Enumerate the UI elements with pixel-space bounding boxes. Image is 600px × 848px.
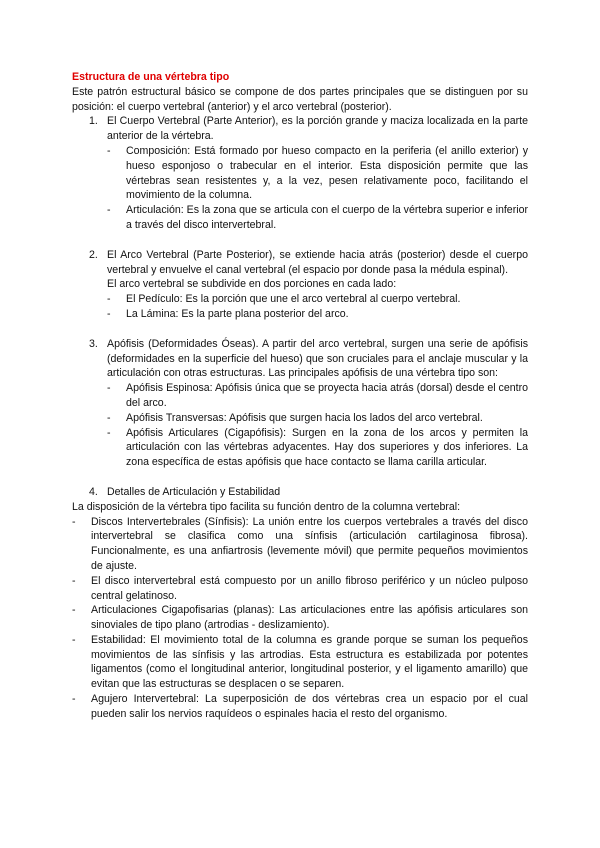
list-item-text: Composición: Está formado por hueso compacto en la periferia (el anillo exterior) y hueso esponjoso o trabecular en el interior. Esta disposición permite que las vértebras sean resistentes y, a la vez, pesen relativamente poco, facilitando el movimiento de la columna.	[126, 144, 528, 202]
sections-list	[72, 114, 528, 499]
section-note: El arco vertebral se subdivide en dos porciones en cada lado:	[107, 278, 397, 291]
section4-list	[72, 515, 528, 722]
list-item-text: Estabilidad: El movimiento total de la columna es grande porque se suman los pequeños movimientos de las sínfisis y las artrodias. Esta estructura es estabilizada por potentes ligamentos (como el longitudinal anterior, longitudinal posterior, y el ligamento amarillo) que evitan que las estructuras se desplacen o se separen.	[91, 633, 528, 691]
section-sublist	[107, 292, 528, 322]
intro-paragraph: Este patrón estructural básico se compone de dos partes principales que se distinguen por su posición: el cuerpo vertebral (anterior) y el arco vertebral (posterior).	[72, 85, 528, 113]
dash-bullet: -	[107, 382, 111, 395]
dash-bullet: -	[107, 411, 111, 424]
list-item	[107, 144, 528, 203]
list-item-text: Apófisis Espinosa: Apófisis única que se proyecta hacia atrás (dorsal) desde el centro del arco.	[126, 382, 528, 409]
section-number: 3.	[89, 337, 98, 350]
section-number: 1.	[89, 115, 98, 128]
section-item	[72, 114, 528, 247]
list-item-text: Agujero Intervertebral: La superposición de dos vértebras crea un espacio por el cual pueden salir los nervios raquídeos o espinales hacia el resto del organismo.	[91, 693, 528, 720]
section-text: Apófisis (Deformidades Óseas). A partir del arco vertebral, surgen una serie de apófisis (deformidades en la superficie del hueso) que son cruciales para el anclaje muscular y la articulación con otras estructuras. Las principales apófisis de una vértebra tipo son:	[107, 337, 528, 380]
list-item-text: Apófisis Articulares (Cigapófisis): Surgen en la zona de los arcos y permiten la articulación con las vértebras adyacentes. Hay dos superiores y dos inferiores. La zona específica de estas apófisis que hace contacto se llama carilla articular.	[126, 426, 528, 469]
list-item-text: Discos Intervertebrales (Sínfisis): La unión entre los cuerpos vertebrales a través del disco intervertebral se clasifica como una sínfisis (articulación cartilaginosa fibrosa). Funcionalmente, es una anfiartrosis (levemente móvil) que permite pequeños movimientos de ajuste.	[91, 515, 528, 572]
dash-bullet: -	[72, 574, 76, 587]
list-item	[72, 692, 528, 722]
list-item	[72, 633, 528, 692]
list-item	[107, 381, 528, 411]
section-heading: Detalles de Articulación y Estabilidad	[107, 485, 281, 498]
list-item	[72, 603, 528, 633]
dash-bullet: -	[107, 144, 111, 157]
list-item-text: El Pedículo: Es la porción que une el arco vertebral al cuerpo vertebral.	[126, 293, 461, 306]
dash-bullet: -	[107, 293, 111, 306]
list-item	[72, 574, 528, 604]
section-number: 4.	[89, 485, 98, 498]
list-item-text: Apófisis Transversas: Apófisis que surgen hacia los lados del arco vertebral.	[126, 411, 483, 424]
dash-bullet: -	[72, 515, 76, 528]
list-item	[107, 292, 528, 307]
list-item	[72, 515, 528, 574]
list-item-text: La Lámina: Es la parte plana posterior del arco.	[126, 307, 349, 320]
dash-bullet: -	[107, 307, 111, 320]
dash-bullet: -	[72, 633, 76, 646]
list-item-text: Articulación: Es la zona que se articula con el cuerpo de la vértebra superior e inferior a través del disco intervertebral.	[126, 204, 528, 231]
section-item	[72, 485, 528, 500]
dash-bullet: -	[107, 426, 111, 439]
dash-bullet: -	[72, 693, 76, 706]
list-item-text: Articulaciones Cigapofisarias (planas): Las articulaciones entre las apófisis articulares son sinoviales de tipo plano (artrodias - deslizamiento).	[91, 604, 528, 632]
section-text: El Arco Vertebral (Parte Posterior), se extiende hacia atrás (posterior) desde el cuerpo vertebral y envuelve el canal vertebral (el espacio por donde pasa la médula espinal).	[107, 248, 528, 276]
list-item	[107, 307, 528, 322]
section-text: El Cuerpo Vertebral (Parte Anterior), es la porción grande y maciza localizada en la parte anterior de la vértebra.	[107, 115, 528, 143]
list-item-text: El disco intervertebral está compuesto por un anillo fibroso periférico y un núcleo pulposo central gelatinoso.	[91, 574, 528, 602]
document-page	[72, 70, 528, 722]
section-item	[72, 337, 528, 485]
section-sublist	[107, 144, 528, 233]
list-item	[107, 203, 528, 233]
dash-bullet: -	[72, 604, 76, 617]
list-item	[107, 426, 528, 470]
section4-intro: La disposición de la vértebra tipo facilita su función dentro de la columna vertebral:	[72, 500, 461, 513]
list-item	[107, 411, 528, 426]
document-title: Estructura de una vértebra tipo	[72, 71, 230, 83]
section-sublist	[107, 381, 528, 470]
dash-bullet: -	[107, 204, 111, 217]
section-number: 2.	[89, 248, 98, 261]
section-item	[72, 248, 528, 337]
